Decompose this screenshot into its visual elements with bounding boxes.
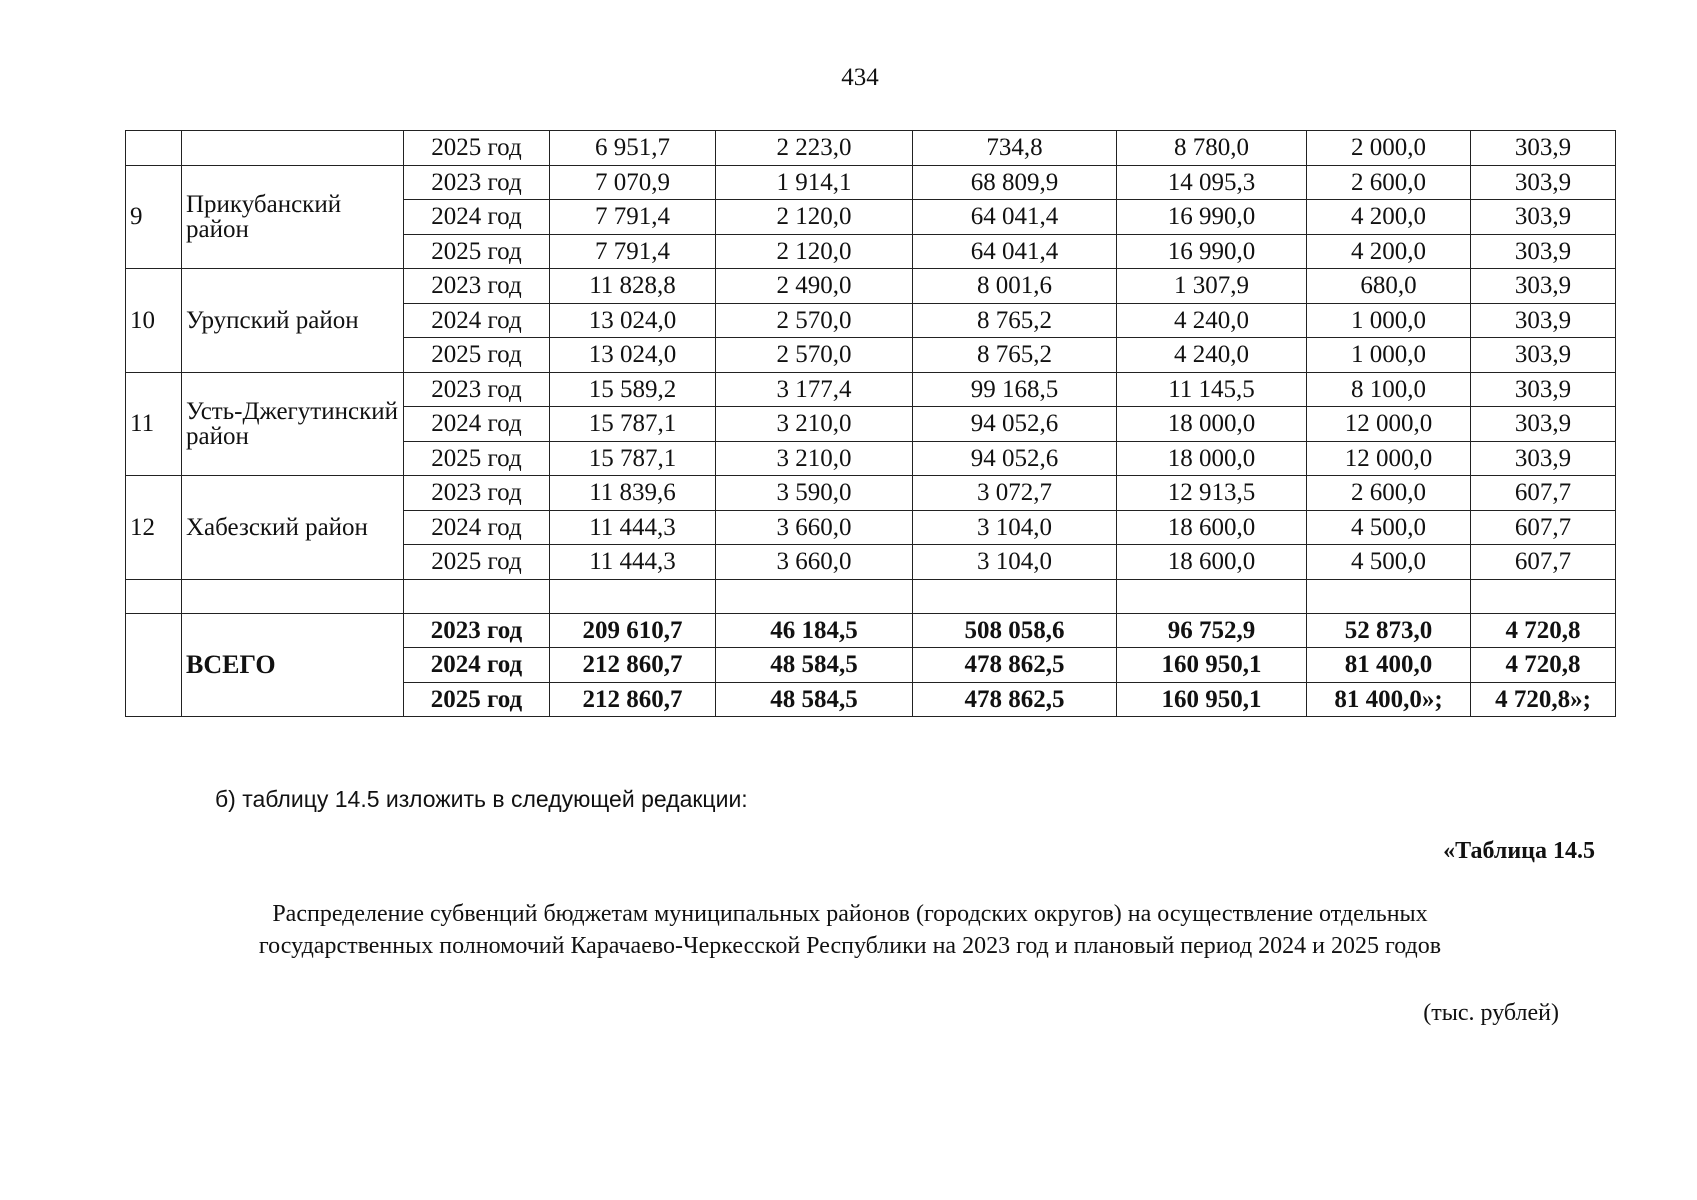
year-cell: 2024 год	[404, 510, 550, 545]
year-cell: 2023 год	[404, 613, 550, 648]
value-cell: 3 104,0	[913, 510, 1117, 545]
value-cell: 2 600,0	[1307, 165, 1471, 200]
value-cell: 1 000,0	[1307, 303, 1471, 338]
value-cell: 94 052,6	[913, 441, 1117, 476]
value-cell: 7 070,9	[550, 165, 716, 200]
value-cell: 3 072,7	[913, 476, 1117, 511]
value-cell: 8 100,0	[1307, 372, 1471, 407]
district-name-cell: Хабезский район	[182, 476, 404, 580]
value-cell: 64 041,4	[913, 234, 1117, 269]
value-cell: 2 120,0	[716, 200, 913, 235]
value-cell: 3 660,0	[716, 510, 913, 545]
value-cell: 7 791,4	[550, 200, 716, 235]
value-cell: 4 240,0	[1117, 338, 1307, 373]
value-cell: 8 001,6	[913, 269, 1117, 304]
row-number-cell: 10	[126, 269, 182, 373]
table-row	[126, 165, 1616, 200]
empty-cell	[550, 579, 716, 613]
value-cell: 11 839,6	[550, 476, 716, 511]
total-label-cell: ВСЕГО	[182, 613, 404, 717]
value-cell: 1 914,1	[716, 165, 913, 200]
year-cell: 2024 год	[404, 200, 550, 235]
value-cell: 8 765,2	[913, 338, 1117, 373]
row-number-cell	[126, 131, 182, 166]
amendment-text: б) таблицу 14.5 изложить в следующей редакции:	[215, 786, 748, 812]
blank-row	[126, 579, 1616, 613]
district-name-cell: Урупский район	[182, 269, 404, 373]
table-row	[126, 269, 1616, 304]
empty-cell	[716, 579, 913, 613]
value-cell: 11 145,5	[1117, 372, 1307, 407]
value-cell: 303,9	[1471, 234, 1616, 269]
total-value-cell: 81 400,0	[1307, 648, 1471, 683]
year-cell: 2024 год	[404, 303, 550, 338]
total-value-cell: 212 860,7	[550, 682, 716, 717]
total-value-cell: 4 720,8	[1471, 613, 1616, 648]
value-cell: 94 052,6	[913, 407, 1117, 442]
units-note: (тыс. рублей)	[1423, 1000, 1559, 1026]
value-cell: 15 589,2	[550, 372, 716, 407]
value-cell: 16 990,0	[1117, 200, 1307, 235]
total-value-cell: 48 584,5	[716, 682, 913, 717]
value-cell: 303,9	[1471, 200, 1616, 235]
table-row	[126, 372, 1616, 407]
value-cell: 12 000,0	[1307, 407, 1471, 442]
value-cell: 3 660,0	[716, 545, 913, 580]
value-cell: 13 024,0	[550, 303, 716, 338]
row-number-cell: 9	[126, 165, 182, 269]
empty-cell	[404, 579, 550, 613]
value-cell: 607,7	[1471, 476, 1616, 511]
value-cell: 4 200,0	[1307, 200, 1471, 235]
value-cell: 3 590,0	[716, 476, 913, 511]
year-cell: 2024 год	[404, 648, 550, 683]
total-value-cell: 209 610,7	[550, 613, 716, 648]
value-cell: 2 000,0	[1307, 131, 1471, 166]
value-cell: 2 490,0	[716, 269, 913, 304]
value-cell: 4 500,0	[1307, 510, 1471, 545]
value-cell: 18 000,0	[1117, 407, 1307, 442]
value-cell: 99 168,5	[913, 372, 1117, 407]
value-cell: 2 223,0	[716, 131, 913, 166]
total-value-cell: 96 752,9	[1117, 613, 1307, 648]
value-cell: 64 041,4	[913, 200, 1117, 235]
value-cell: 2 570,0	[716, 303, 913, 338]
year-cell: 2023 год	[404, 372, 550, 407]
total-value-cell: 46 184,5	[716, 613, 913, 648]
year-cell: 2023 год	[404, 269, 550, 304]
year-cell: 2025 год	[404, 682, 550, 717]
empty-cell	[1471, 579, 1616, 613]
empty-cell	[1307, 579, 1471, 613]
total-value-cell: 508 058,6	[913, 613, 1117, 648]
value-cell: 3 104,0	[913, 545, 1117, 580]
value-cell: 4 200,0	[1307, 234, 1471, 269]
empty-cell	[913, 579, 1117, 613]
value-cell: 2 120,0	[716, 234, 913, 269]
value-cell: 18 600,0	[1117, 545, 1307, 580]
value-cell: 1 000,0	[1307, 338, 1471, 373]
value-cell: 13 024,0	[550, 338, 716, 373]
value-cell: 8 780,0	[1117, 131, 1307, 166]
year-cell: 2025 год	[404, 131, 550, 166]
total-value-cell: 212 860,7	[550, 648, 716, 683]
district-name-cell: Прикубанский район	[182, 165, 404, 269]
value-cell: 680,0	[1307, 269, 1471, 304]
value-cell: 3 210,0	[716, 441, 913, 476]
total-value-cell: 4 720,8»;	[1471, 682, 1616, 717]
table-row	[126, 131, 1616, 166]
year-cell: 2025 год	[404, 441, 550, 476]
subventions-table	[125, 130, 1616, 717]
empty-cell	[126, 579, 182, 613]
value-cell: 14 095,3	[1117, 165, 1307, 200]
value-cell: 303,9	[1471, 407, 1616, 442]
year-cell: 2025 год	[404, 234, 550, 269]
value-cell: 303,9	[1471, 441, 1616, 476]
value-cell: 303,9	[1471, 303, 1616, 338]
table-label: «Таблица 14.5	[1443, 838, 1595, 864]
value-cell: 303,9	[1471, 131, 1616, 166]
empty-cell	[1117, 579, 1307, 613]
district-name-cell: Усть-Джегутинский район	[182, 372, 404, 476]
year-cell: 2024 год	[404, 407, 550, 442]
table-title-line-2: государственных полномочий Карачаево-Черкесской Республики на 2023 год и плановый период 2024 и 2025 годов	[258, 933, 1442, 960]
table-title	[120, 898, 1580, 963]
value-cell: 2 570,0	[716, 338, 913, 373]
year-cell: 2025 год	[404, 545, 550, 580]
value-cell: 303,9	[1471, 338, 1616, 373]
value-cell: 15 787,1	[550, 441, 716, 476]
value-cell: 12 000,0	[1307, 441, 1471, 476]
total-value-cell: 478 862,5	[913, 648, 1117, 683]
value-cell: 303,9	[1471, 269, 1616, 304]
total-value-cell: 4 720,8	[1471, 648, 1616, 683]
value-cell: 303,9	[1471, 165, 1616, 200]
row-number-cell: 12	[126, 476, 182, 580]
value-cell: 607,7	[1471, 510, 1616, 545]
value-cell: 303,9	[1471, 372, 1616, 407]
year-cell: 2025 год	[404, 338, 550, 373]
value-cell: 4 500,0	[1307, 545, 1471, 580]
value-cell: 2 600,0	[1307, 476, 1471, 511]
value-cell: 68 809,9	[913, 165, 1117, 200]
value-cell: 6 951,7	[550, 131, 716, 166]
total-value-cell: 48 584,5	[716, 648, 913, 683]
total-value-cell: 52 873,0	[1307, 613, 1471, 648]
total-row	[126, 613, 1616, 648]
total-value-cell: 160 950,1	[1117, 682, 1307, 717]
value-cell: 16 990,0	[1117, 234, 1307, 269]
value-cell: 15 787,1	[550, 407, 716, 442]
total-value-cell: 81 400,0»;	[1307, 682, 1471, 717]
row-number-cell: 11	[126, 372, 182, 476]
value-cell: 4 240,0	[1117, 303, 1307, 338]
row-number-cell	[126, 613, 182, 717]
total-value-cell: 160 950,1	[1117, 648, 1307, 683]
district-name-cell	[182, 131, 404, 166]
empty-cell	[182, 579, 404, 613]
year-cell: 2023 год	[404, 165, 550, 200]
value-cell: 11 828,8	[550, 269, 716, 304]
value-cell: 8 765,2	[913, 303, 1117, 338]
value-cell: 7 791,4	[550, 234, 716, 269]
value-cell: 18 600,0	[1117, 510, 1307, 545]
page-number: 434	[841, 64, 879, 91]
value-cell: 734,8	[913, 131, 1117, 166]
table-title-line-1: Распределение субвенций бюджетам муниципальных районов (городских округов) на осуществление отдельных	[272, 901, 1428, 927]
value-cell: 607,7	[1471, 545, 1616, 580]
value-cell: 3 177,4	[716, 372, 913, 407]
value-cell: 18 000,0	[1117, 441, 1307, 476]
value-cell: 1 307,9	[1117, 269, 1307, 304]
total-value-cell: 478 862,5	[913, 682, 1117, 717]
value-cell: 12 913,5	[1117, 476, 1307, 511]
value-cell: 11 444,3	[550, 510, 716, 545]
value-cell: 11 444,3	[550, 545, 716, 580]
value-cell: 3 210,0	[716, 407, 913, 442]
table-row	[126, 476, 1616, 511]
year-cell: 2023 год	[404, 476, 550, 511]
